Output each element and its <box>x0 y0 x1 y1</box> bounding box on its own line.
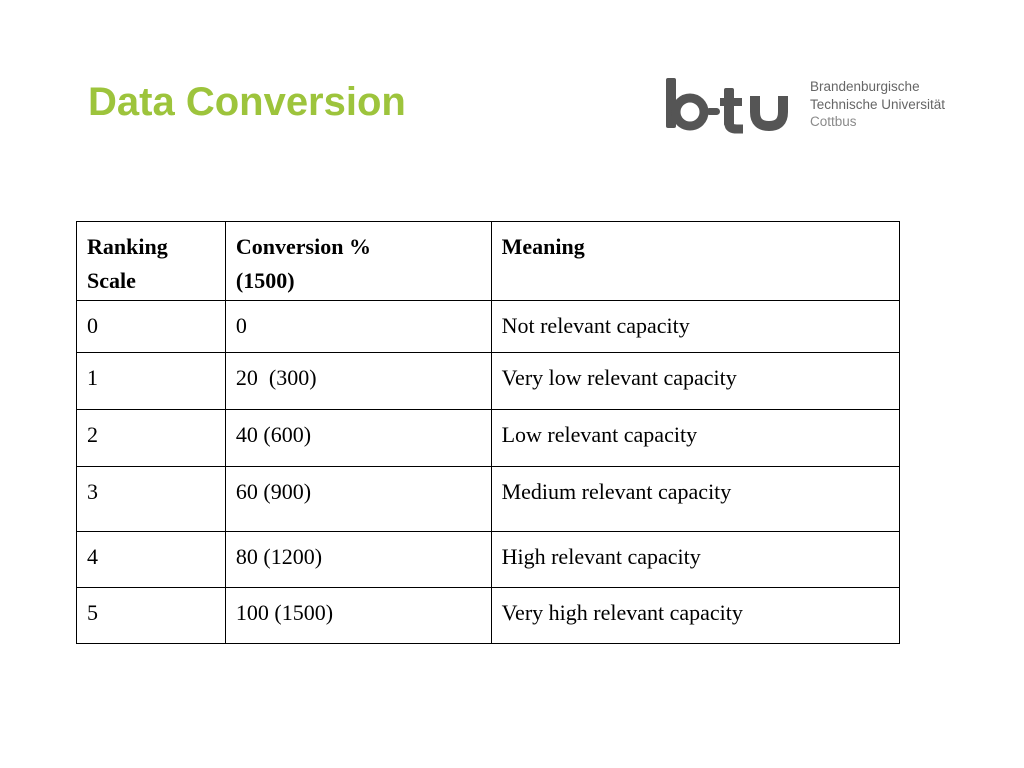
table-row <box>77 467 900 532</box>
header-ranking-scale <box>77 222 226 301</box>
header-conversion <box>225 222 491 301</box>
cell-conversion: 0 <box>225 301 491 353</box>
cell-ranking: 2 <box>77 410 226 467</box>
university-logo <box>664 74 974 134</box>
logo-line-1: Brandenburgische <box>810 79 920 94</box>
cell-conversion: 80 (1200) <box>225 532 491 588</box>
table-row <box>77 353 900 410</box>
cell-ranking: 3 <box>77 467 226 532</box>
cell-ranking: 5 <box>77 588 226 644</box>
cell-ranking: 0 <box>77 301 226 353</box>
table-row <box>77 301 900 353</box>
table-header-row <box>77 222 900 301</box>
cell-meaning: Very low relevant capacity <box>491 353 899 410</box>
cell-meaning: High relevant capacity <box>491 532 899 588</box>
table-row <box>77 532 900 588</box>
cell-conversion: 60 (900) <box>225 467 491 532</box>
cell-ranking: 4 <box>77 532 226 588</box>
table-row <box>77 410 900 467</box>
logo-wordmark <box>810 78 945 131</box>
header-label: Ranking Scale <box>87 234 168 293</box>
cell-meaning: Medium relevant capacity <box>491 467 899 532</box>
cell-meaning: Low relevant capacity <box>491 410 899 467</box>
header-label: Meaning <box>501 234 585 259</box>
logo-line-3: Cottbus <box>810 114 857 129</box>
cell-meaning: Not relevant capacity <box>491 301 899 353</box>
cell-conversion: 100 (1500) <box>225 588 491 644</box>
cell-conversion: 20 (300) <box>225 353 491 410</box>
logo-line-2: Technische Universität <box>810 96 946 112</box>
header-label: Conversion % (1500) <box>235 234 371 293</box>
cell-conversion: 40 (600) <box>225 410 491 467</box>
page-title: Data Conversion <box>88 80 406 124</box>
cell-meaning: Very high relevant capacity <box>491 588 899 644</box>
btu-logo-mark <box>664 74 792 134</box>
conversion-table <box>76 221 900 644</box>
header-meaning <box>491 222 899 301</box>
table-row <box>77 588 900 644</box>
cell-ranking: 1 <box>77 353 226 410</box>
